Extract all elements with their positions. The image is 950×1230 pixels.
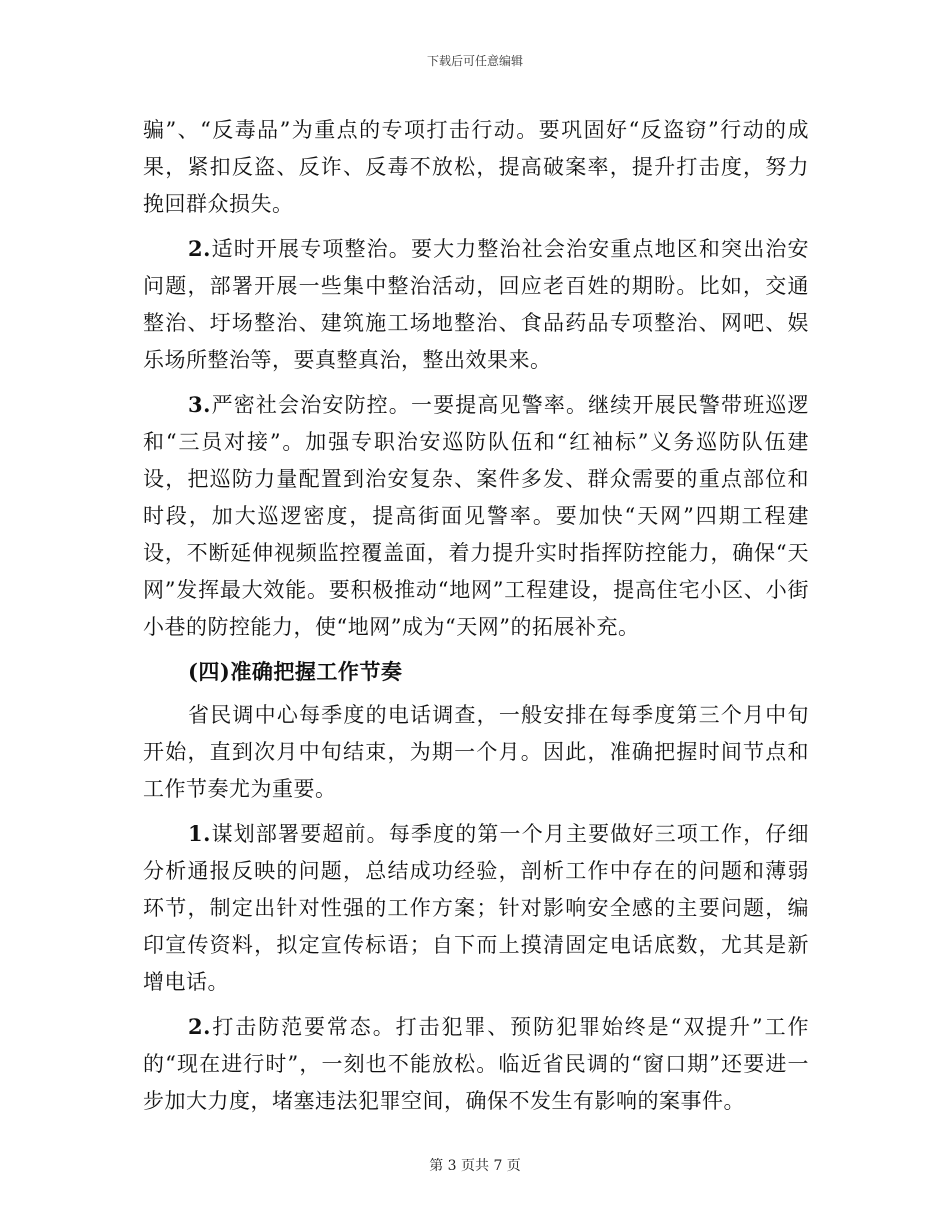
item-number: 3. bbox=[188, 392, 211, 417]
paragraph-text: 骗”、“反毒品”为重点的专项打击行动。要巩固好“反盗窃”行动的成果，紧扣反盗、反诈、反毒不放松，提高破案率，提升打击度，努力挽回群众损失。 bbox=[143, 118, 809, 216]
paragraph-item-2b bbox=[143, 1008, 809, 1120]
paragraph-intro bbox=[143, 697, 809, 808]
paragraph-item-2 bbox=[143, 230, 809, 379]
item-number: 2. bbox=[188, 236, 211, 261]
page-header: 下载后可任意编辑 bbox=[426, 54, 523, 68]
paragraph-text: 省民调中心每季度的电话调查，一般安排在每季度第三个月中旬开始，直到次月中旬结束，为期一个月。因此，准确把握时间节点和工作节奏尤为重要。 bbox=[143, 703, 809, 801]
item-number: 2. bbox=[188, 1014, 211, 1039]
paragraph-item-3 bbox=[143, 386, 809, 646]
item-number: 1. bbox=[188, 821, 211, 846]
paragraph-continuation bbox=[143, 112, 809, 223]
paragraph-item-1 bbox=[143, 815, 809, 1001]
document-body bbox=[143, 112, 809, 1127]
paragraph-text: 适时开展专项整治。要大力整治社会治安重点地区和突出治安问题，部署开展一些集中整治活动，回应老百姓的期盼。比如，交通整治、圩场整治、建筑施工场地整治、食品药品专项整治、网吧、娱乐场所整治等，要真整真治，整出效果来。 bbox=[143, 237, 809, 372]
paragraph-text: 严密社会治安防控。一要提高见警率。继续开展民警带班巡逻和“三员对接”。加强专职治安巡防队伍和“红袖标”义务巡防队伍建设，把巡防力量配置到治安复杂、案件多发、群众需要的重点部位和时段，加大巡逻密度，提高街面见警率。要加快“天网”四期工程建设，不断延伸视频监控覆盖面，着力提升实时指挥防控能力，确保“天网”发挥最大效能。要积极推动“地网”工程建设，提高住宅小区、小街小巷的防控能力，使“地网”成为“天网”的拓展补充。 bbox=[143, 393, 809, 639]
paragraph-text: 打击防范要常态。打击犯罪、预防犯罪始终是“双提升”工作的“现在进行时”，一刻也不能放松。临近省民调的“窗口期”还要进一步加大力度，堵塞违法犯罪空间，确保不发生有影响的案事件。 bbox=[143, 1015, 809, 1113]
paragraph-text: 谋划部署要超前。每季度的第一个月主要做好三项工作，仔细分析通报反映的问题，总结成功经验，剖析工作中存在的问题和薄弱环节，制定出针对性强的工作方案；针对影响安全感的主要问题，编印宣传资料，拟定宣传标语；自下而上摸清固定电话底数，尤其是新增电话。 bbox=[143, 822, 809, 994]
section-heading: (四)准确把握工作节奏 bbox=[188, 659, 403, 684]
page-footer: 第 3 页共 7 页 bbox=[429, 1158, 521, 1174]
